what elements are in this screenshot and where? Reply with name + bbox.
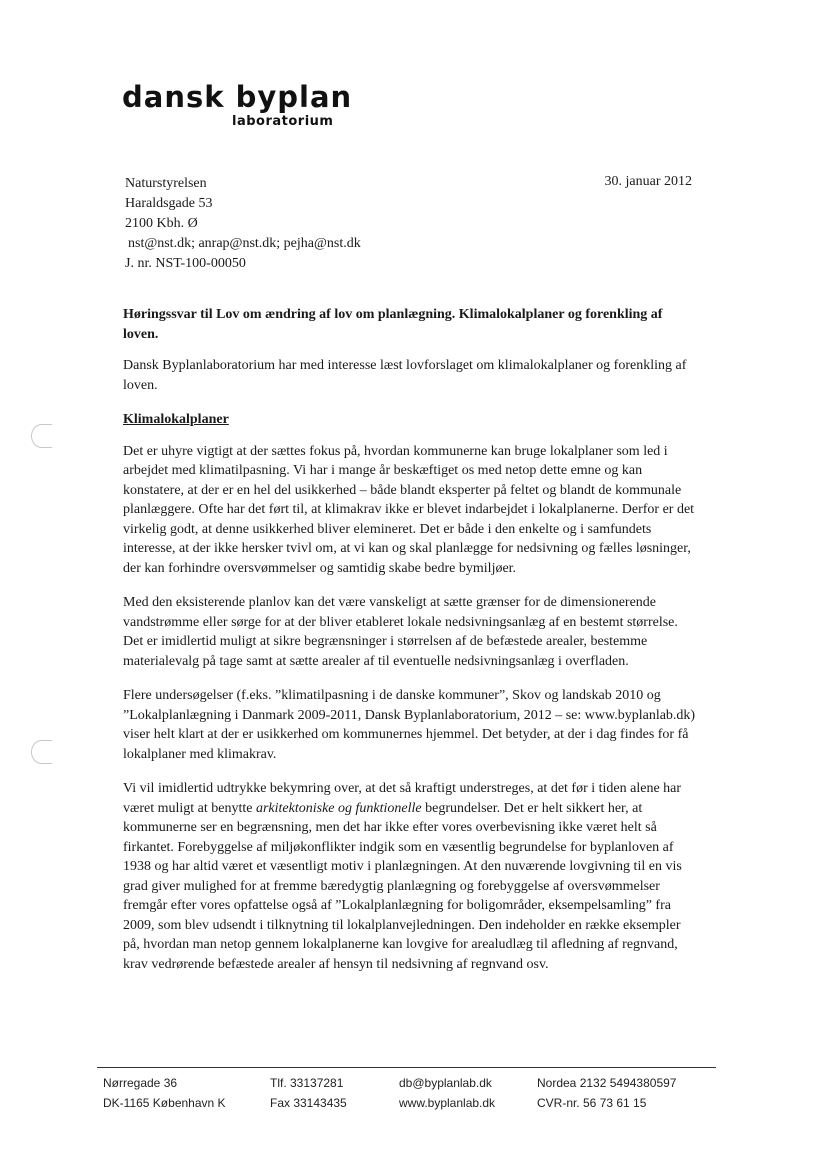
logo-wordmark: dansk byplan: [122, 80, 353, 114]
paragraph-3: Flere undersøgelser (f.eks. ”klimatilpasning i de danske kommuner”, Skov og landskab 2010 og ”Lokalplanlægning i Danmark 2009-2011, Dansk Byplanlaboratorium, 2012 – se: www.byplanlab.dk) viser helt klart at der er usikkerhed om kommunernes hjemmel. Det betyder, at der i dag findes for få lokalplaner med klimakrav.: [123, 688, 696, 762]
paragraph-4-end: begrundelser. Det er helt sikkert her, at kommunerne ser en begrænsning, men det har ikke efter vores overbevisning ikke været helt så firkantet. Forebyggelse af miljøkonflikter indgik som en væsentlig begrundelse for byplanloven af 1938 og har altid været et væsentligt motiv i planlægningen. At den nuværende lovgivning til en vis grad giver mulighed for at fremme bæredygtig planlægning og forebyggelse af oversvømmelser fremgår efter vores opfattelse også af ”Lokalplanlægning for boligområder, eksempelsamling” fra 2009, som blev udsendt i tilknytning til lokalplanvejledningen. Den indeholder en række eksempler på, hvordan man netop gennem lokalplanerne kan lovgive for arealudlæg til afledning af regnvand, krav vedrørende befæstede arealer af hensyn til nedsivning af regnvand osv.: [123, 800, 682, 972]
letter-body: [123, 305, 698, 989]
paragraph-4-start: Vi vil imidlertid udtrykke bekymring over, at det så kraftigt understreges, at det før i tiden alene har været muligt at benytte: [123, 781, 682, 816]
recipient-city: 2100 Kbh. Ø: [125, 216, 198, 231]
recipient-name: Naturstyrelsen: [125, 176, 207, 191]
paragraph-4: [123, 779, 698, 974]
intro-paragraph: Dansk Byplanlaboratorium har med interesse læst lovforslaget om klimalokalplaner og forenkling af loven.: [123, 358, 687, 393]
footer-contact: [399, 1073, 495, 1113]
punch-hole-mark: [31, 740, 52, 764]
logo-subtitle: laboratorium: [232, 114, 334, 129]
letter-date: 30. januar 2012: [604, 174, 692, 189]
letter-title: Høringssvar til Lov om ændring af lov om planlægning. Klimalokalplaner og forenkling af loven.: [123, 307, 663, 342]
footer-phone: Tlf. 33137281: [270, 1076, 344, 1090]
footer-divider: [97, 1067, 716, 1068]
recipient-emails: nst@nst.dk; anrap@nst.dk; pejha@nst.dk: [128, 236, 361, 251]
recipient-address: [125, 174, 361, 274]
footer-cvr: CVR-nr. 56 73 61 15: [537, 1096, 647, 1110]
footer-address: [103, 1073, 226, 1113]
footer-city: DK-1165 København K: [103, 1096, 226, 1110]
footer-bank: [537, 1073, 676, 1113]
footer-fax: Fax 33143435: [270, 1096, 347, 1110]
recipient-journal-number: J. nr. NST-100-00050: [125, 256, 246, 271]
recipient-street: Haraldsgade 53: [125, 196, 213, 211]
paragraph-1: Det er uhyre vigtigt at der sættes fokus på, hvordan kommunerne kan bruge lokalplaner som led i arbejdet med klimatilpasning. Vi har i mange år beskæftiget os med netop dette emne og kan konstatere, at der er en hel del usikkerhed – både blandt eksperter på feltet og blandt de kommunale planlæggere. Ofte har det ført til, at klimakrav ikke er blevet indarbejdet i lokalplanerne. Derfor er det virkelig godt, at denne usikkerhed bliver elemineret. Det er både i den enkelte og i samfundets interesse, at der ikke hersker tvivl om, at vi kan og skal planlægge for nedsivning og fælles løsninger, der kan forhindre oversvømmelser og samtidig skabe bedre bymiljøer.: [123, 443, 695, 576]
paragraph-2: Med den eksisterende planlov kan det være vanskeligt at sætte grænser for de dimensionerende vandstrømme eller sørge for at der bliver etableret lokale nedsivningsanlæg af en bestemt størrelse. Det er imidlertid muligt at sikre begrænsninger i størrelsen af de befæstede arealer, bestemme materialevalg på tage samt at sætte arealer af til eventuelle nedsivningsanlæg i overfladen.: [123, 595, 678, 669]
footer-phone-fax: [270, 1073, 347, 1113]
footer-email: db@byplanlab.dk: [399, 1076, 492, 1090]
footer-bank-account: Nordea 2132 5494380597: [537, 1076, 677, 1090]
footer-website: www.byplanlab.dk: [399, 1096, 496, 1110]
section-heading: Klimalokalplaner: [123, 412, 229, 427]
footer-street: Nørregade 36: [103, 1076, 178, 1090]
paragraph-4-emphasis: arkitektoniske og funktionelle: [255, 800, 422, 816]
punch-hole-mark: [31, 424, 52, 448]
